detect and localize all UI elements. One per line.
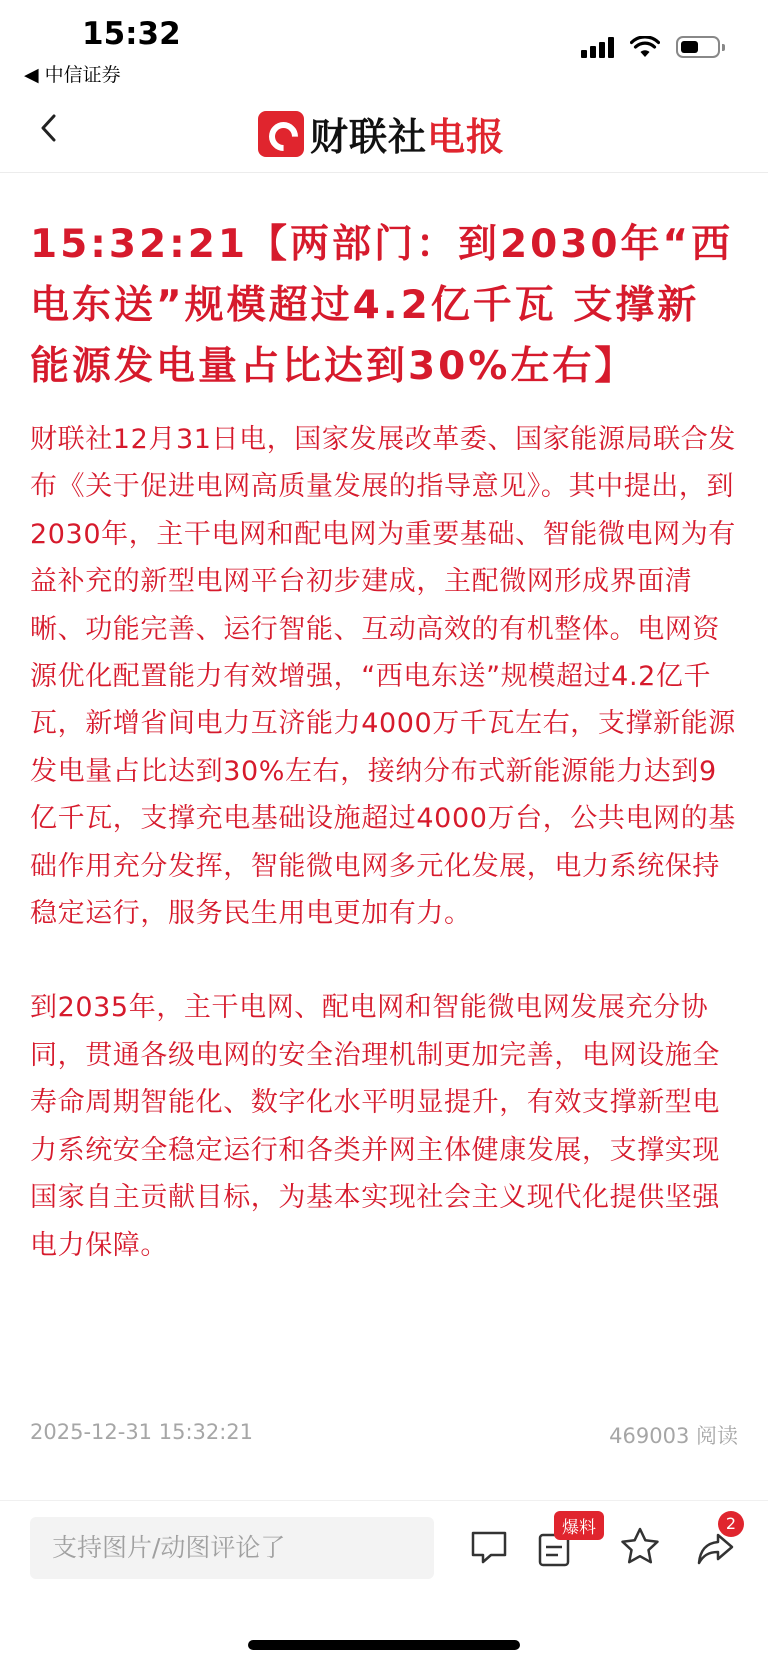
status-icons	[581, 36, 720, 58]
baoliao-badge[interactable]: 爆料	[554, 1511, 604, 1540]
back-chevron-icon[interactable]	[30, 108, 70, 148]
article-paragraph-1: 财联社12月31日电，国家发展改革委、国家能源局联合发布《关于促进电网高质量发展的指导意见》。其中提出，到2030年，主干电网和配电网为重要基础、智能微电网为有益补充的新型电网平台初步建成，主配微网形成界面清晰、功能完善、运行智能、互动高效的有机整体。电网资源优化配置能力有效增强，“西电东送”规模超过4.2亿千瓦，新增省间电力互济能力4000万千瓦左右，支撑新能源发电量占比达到30%左右，接纳分布式新能源能力达到9亿千瓦，支撑充电基础设施超过4000万台，公共电网的基础作用充分发挥，智能微电网多元化发展，电力系统保持稳定运行，服务民生用电更加有力。	[30, 424, 736, 930]
wifi-icon	[630, 36, 660, 58]
cellular-signal-icon	[581, 36, 614, 58]
read-count: 469003 阅读	[609, 1424, 738, 1448]
back-to-app-link[interactable]: ◀ 中信证券	[24, 64, 121, 86]
article-paragraph-2: 到2035年，主干电网、配电网和智能微电网发展充分协同，贯通各级电网的安全治理机制更加完善，电网设施全寿命周期智能化、数字化水平明显提升，有效支撑新型电力系统安全稳定运行和各类并网主体健康发展，支撑实现国家自主贡献目标，为基本实现社会主义现代化提供坚强电力保障。	[30, 992, 720, 1261]
status-time: 15:32	[82, 16, 181, 52]
publish-timestamp: 2025-12-31 15:32:21	[30, 1420, 254, 1444]
logo-text-cls: 财联社	[310, 115, 428, 159]
home-indicator[interactable]	[248, 1640, 520, 1650]
share-count-badge: 2	[718, 1511, 744, 1537]
comment-icon[interactable]	[465, 1523, 513, 1571]
status-bar	[0, 0, 768, 92]
star-favorite-icon[interactable]	[616, 1523, 664, 1571]
navigation-bar	[0, 92, 768, 173]
cls-logo-icon	[258, 111, 304, 157]
battery-icon	[676, 36, 720, 58]
cls-telegraph-logo	[258, 106, 505, 161]
article-meta	[30, 1420, 738, 1450]
article-headline: 15:32:21【两部门：到2030年“西电东送”规模超过4.2亿千瓦 支撑新能源发电量占比达到30%左右】	[30, 222, 734, 389]
article-body	[30, 416, 742, 1269]
bottom-action-bar	[0, 1500, 768, 1664]
logo-text-telegraph: 电报	[427, 115, 506, 159]
comment-input[interactable]: 支持图片/动图评论了	[30, 1517, 434, 1579]
